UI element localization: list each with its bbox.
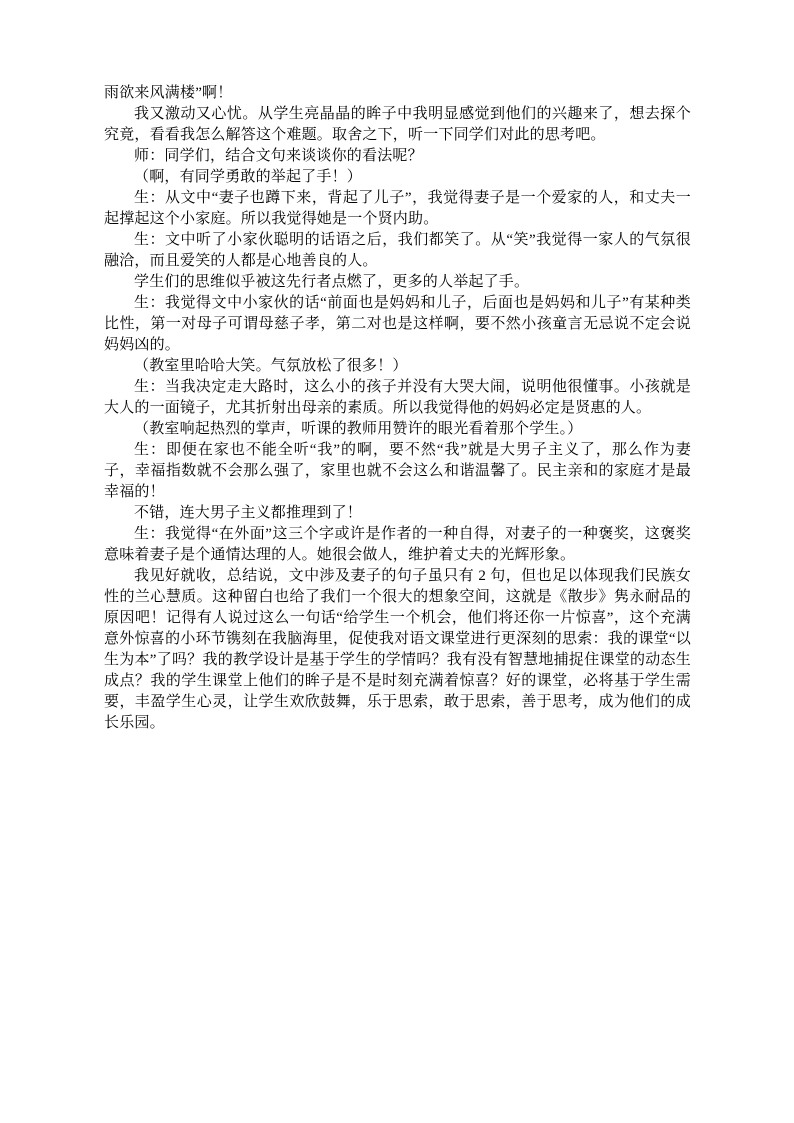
paragraph: （教室里哈哈大笑。气氛放松了很多！） [134,358,408,374]
paragraph: 师：同学们，结合文句来谈谈你的看法呢？ [134,148,423,164]
paragraph: 生：即便在家也不能全听“我”的啊，要不然“我”就是大男子主义了，那么作为妻子，幸福指数就不会那么强了，家里也就不会这么和谐温馨了。民主亲和的家庭才是最幸福的！ [104,442,691,500]
paragraph: 学生们的思维似乎被这先行者点燃了，更多的人举起了手。 [134,274,530,290]
paragraph: 生：当我决定走大路时，这么小的孩子并没有大哭大闹，说明他很懂事。小孩就是大人的一面镜子，尤其折射出母亲的素质。所以我觉得他的妈妈必定是贤惠的人。 [104,379,691,416]
paragraph: 不错，连大男子主义都推理到了！ [134,505,363,521]
paragraph: 生：文中听了小家伙聪明的话语之后，我们都笑了。从“笑”我觉得一家人的气氛很融洽，而且爱笑的人都是心地善良的人。 [104,232,691,269]
paragraph: （啊，有同学勇敢的举起了手！） [134,169,363,185]
paragraph: 生：我觉得文中小家伙的话“前面也是妈妈和儿子，后面也是妈妈和儿子”有某种类比性，第一对母子可谓母慈子孝，第二对也是这样啊，要不然小孩童言无忌说不定会说妈妈凶的。 [104,295,691,353]
paragraph: 生：我觉得“在外面”这三个字或许是作者的一种自得，对妻子的一种褒奖，这褒奖意味着妻子是个通情达理的人。她很会做人，维护着丈夫的光辉形象。 [104,526,691,563]
document-body [104,83,691,734]
paragraph: 雨欲来风满楼”啊！ [104,85,233,101]
paragraph: 我又激动又心忧。从学生亮晶晶的眸子中我明显感觉到他们的兴趣来了，想去探个究竟，看看我怎么解答这个难题。取舍之下，听一下同学们对此的思考吧。 [104,106,691,143]
paragraph: 生：从文中“妻子也蹲下来，背起了儿子”，我觉得妻子是一个爱家的人，和丈夫一起撑起这个小家庭。所以我觉得她是一个贤内助。 [104,190,691,227]
paragraph: （教室响起热烈的掌声，听课的教师用赞许的眼光看着那个学生。） [134,421,583,437]
paragraph: 我见好就收，总结说，文中涉及妻子的句子虽只有 2 句，但也足以体现我们民族女性的兰心慧质。这种留白也给了我们一个很大的想象空间，这就是《散步》隽永耐品的原因吧！记得有人说过这么一句话“给学生一个机会，他们将还你一片惊喜”，这个充满意外惊喜的小环节镌刻在我脑海里，促使我对语文课堂进行更深刻的思索：我的课堂“以生为本”了吗？我的教学设计是基于学生的学情吗？我有没有智慧地捕捉住课堂的动态生成点？我的学生课堂上他们的眸子是不是时刻充满着惊喜？好的课堂，必将基于学生需要，丰盈学生心灵，让学生欢欣鼓舞，乐于思索，敢于思索，善于思考，成为他们的成长乐园。 [104,568,691,731]
